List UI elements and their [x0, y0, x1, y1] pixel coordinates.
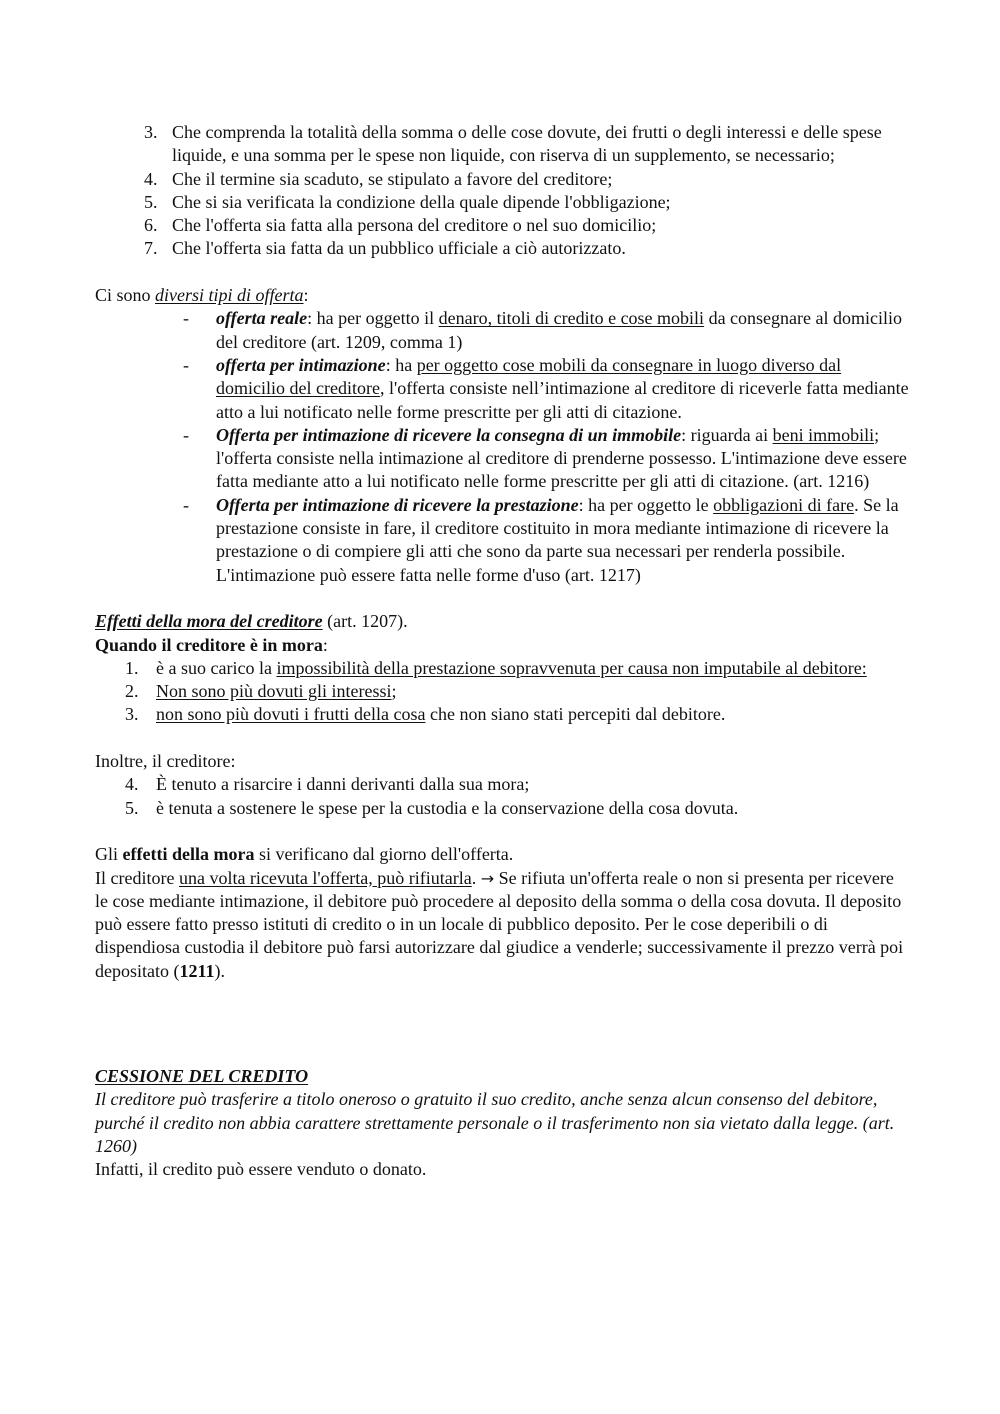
- list-marker: 5.: [125, 797, 139, 818]
- list-item-text: Che il termine sia scaduto, se stipulato a favore del creditore;: [172, 168, 613, 189]
- offer-types-list: [95, 307, 910, 587]
- list-item-text: Che comprenda la totalità della somma o delle cose dovute, dei frutti o degli interessi e delle spese liquide, e una somma per le spese non liquide, con riserva di un supplemento, se necessario;: [172, 122, 882, 166]
- list-marker: 4.: [144, 168, 158, 189]
- list-marker: 3.: [125, 704, 139, 725]
- effects-list: [95, 657, 910, 727]
- offer-term: Offerta per intimazione di ricevere la prestazione: [216, 494, 579, 515]
- cession-definition: Il creditore può trasferire a titolo oneroso o gratuito il suo credito, anche senza alcun consenso del debitore, purché il credito non abbia carattere strettamente personale o il trasferimento non sia vietato dalla legge. (art. 1260): [95, 1089, 895, 1156]
- offer-term: offerta per intimazione: [216, 354, 386, 375]
- list-item-text: Che l'offerta sia fatta alla persona del creditore o nel suo domicilio;: [172, 215, 657, 236]
- offer-term: offerta reale: [216, 308, 308, 329]
- furthermore-intro: Inoltre, il creditore:: [95, 751, 236, 772]
- list-item: [95, 214, 910, 237]
- offer-term: Offerta per intimazione di ricevere la consegna di un immobile: [216, 424, 682, 445]
- offer-types-intro: Ci sono diversi tipi di offerta:: [95, 285, 309, 306]
- effects-heading: Effetti della mora del creditore (art. 1207).: [95, 611, 408, 632]
- list-marker: 3.: [144, 122, 158, 142]
- list-marker: 6.: [144, 215, 158, 236]
- paragraph-deposit: Il creditore una volta ricevuta l'offerta, può rifiutarla. → Se rifiuta un'offerta reale o non si presenta per ricevere le cose mediante intimazione, il debitore può procedere al deposito della somma o della cosa dovuta. Il deposito può essere fatto presso istituti di credito o in un locale di pubblico deposito. Per le cose deperibili o di dispendiosa custodia il debitore può farsi autorizzare dal giudice a venderle; successivamente il prezzo verrà poi depositato (1211).: [95, 867, 904, 981]
- list-item-text: Che l'offerta sia fatta da un pubblico ufficiale a ciò autorizzato.: [172, 238, 626, 259]
- furthermore-list: [95, 773, 910, 820]
- list-item: - offerta reale: ha per oggetto il denaro, titoli di credito e cose mobili da consegnare al domicilio del creditore (art. 1209, comma 1): [183, 308, 902, 352]
- list-item: 3. non sono più dovuti i frutti della cosa che non siano stati percepiti dal debitore.: [95, 703, 910, 726]
- section-title: CESSIONE DEL CREDITO: [95, 1065, 309, 1086]
- list-marker: 2.: [125, 681, 139, 702]
- list-item: - Offerta per intimazione di ricevere la prestazione: ha per oggetto le obbligazioni di fare. Se la prestazione consiste in fare, il creditore costituito in mora mediante intimazione di ricevere la prestazione o di compiere gli atti che sono da parte sua necessari per renderla possibile. L'intimazione può essere fatta nelle forme d'uso (art. 1217): [183, 494, 899, 585]
- list-marker: -: [183, 354, 189, 375]
- list-item: 5. è tenuta a sostenere le spese per la custodia e la conservazione della cosa dovuta.: [95, 797, 910, 820]
- list-item: [95, 168, 910, 191]
- paragraph-effects: Gli effetti della mora si verificano dal giorno dell'offerta.: [95, 844, 514, 865]
- list-marker: 5.: [144, 191, 158, 212]
- list-marker: -: [183, 308, 189, 329]
- list-item: - Offerta per intimazione di ricevere la consegna di un immobile: riguarda ai beni immobili; l'offerta consiste nella intimazione al creditore di prenderne possesso. L'intimazione deve essere fatta mediante atto a lui notificato nelle forme prescritte per gli atti di citazione. (art. 1216): [183, 424, 907, 492]
- list-item: - offerta per intimazione: ha per oggetto cose mobili da consegnare in luogo diverso dal domicilio del creditore, l'offerta consiste nell’intimazione al creditore di riceverle fatta mediante atto a lui notificato nelle forme prescritte per gli atti di citazione.: [183, 354, 909, 422]
- requirements-list: [95, 121, 910, 261]
- list-item: [95, 237, 910, 260]
- list-item: 4. È tenuto a risarcire i danni derivanti dalla sua mora;: [95, 773, 910, 796]
- list-marker: 4.: [125, 774, 139, 795]
- offer-types-label: diversi tipi di offerta: [155, 285, 304, 306]
- list-marker: -: [183, 424, 189, 445]
- list-item: 1. è a suo carico la impossibilità della prestazione sopravvenuta per causa non imputabile al debitore:: [95, 657, 910, 680]
- list-item: 2. Non sono più dovuti gli interessi;: [95, 680, 910, 703]
- document-page: [95, 121, 910, 1181]
- list-item: [95, 121, 910, 168]
- list-item: [95, 191, 910, 214]
- cession-note: Infatti, il credito può essere venduto o donato.: [95, 1159, 427, 1180]
- list-item-text: Che si sia verificata la condizione della quale dipende l'obbligazione;: [172, 191, 671, 212]
- list-marker: 1.: [125, 657, 139, 678]
- arrow-right-icon: →: [480, 868, 495, 888]
- effects-subheading: Quando il creditore è in mora:: [95, 634, 328, 655]
- list-marker: 7.: [144, 238, 158, 259]
- list-marker: -: [183, 494, 189, 515]
